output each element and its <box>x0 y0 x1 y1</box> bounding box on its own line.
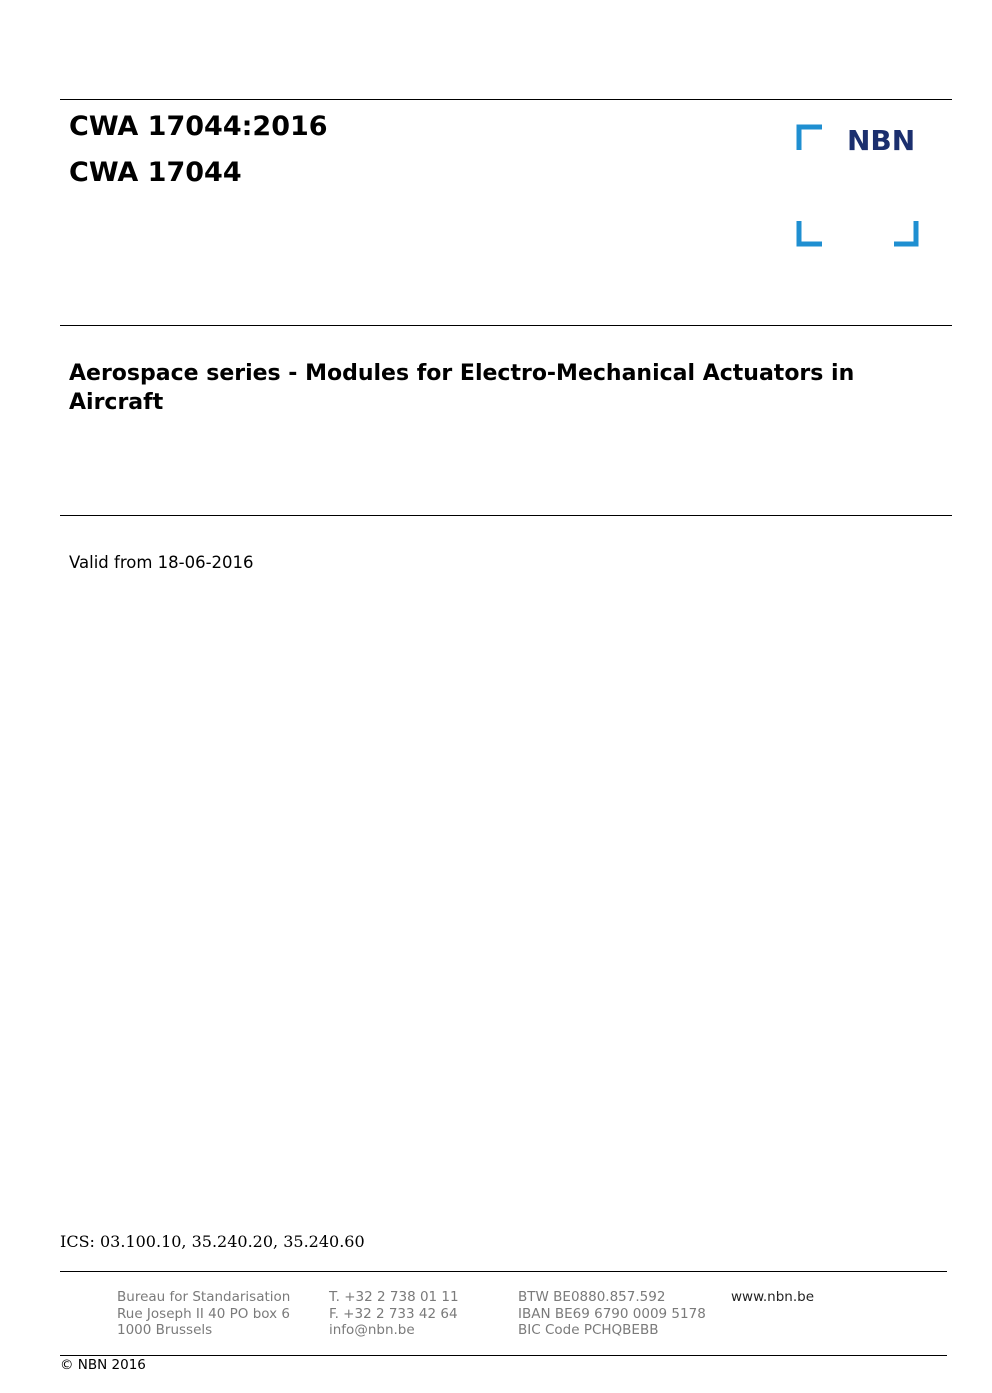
rule-below-title <box>60 515 952 516</box>
top-rule <box>60 99 952 100</box>
standard-code-primary: CWA 17044:2016 <box>69 111 328 142</box>
footer-bottom-rule <box>60 1355 947 1356</box>
website-link[interactable]: www.nbn.be <box>731 1289 815 1305</box>
nbn-logo-graphic <box>796 124 922 248</box>
footer-bank <box>518 1289 706 1339</box>
logo-bracket-bottom-left <box>799 221 822 244</box>
footer-address <box>117 1289 290 1339</box>
iban: IBAN BE69 6790 0009 5178 <box>518 1305 706 1322</box>
rule-below-header <box>60 325 952 326</box>
logo-text: NBN <box>847 124 916 157</box>
logo-bracket-top-left <box>799 127 822 150</box>
address-line: 1000 Brussels <box>117 1322 213 1338</box>
copyright: © NBN 2016 <box>60 1357 146 1373</box>
bic-code: BIC Code PCHQBEBB <box>518 1322 659 1338</box>
nbn-logo <box>796 124 922 248</box>
document-title: Aerospace series - Modules for Electro-Mechanical Actuators in Aircraft <box>69 361 855 415</box>
standard-code-secondary: CWA 17044 <box>69 157 242 188</box>
address-line: Rue Joseph II 40 PO box 6 <box>117 1305 290 1322</box>
footer-top-rule <box>60 1271 947 1272</box>
logo-bracket-bottom-right <box>894 221 916 244</box>
email-link[interactable]: info@nbn.be <box>329 1322 415 1338</box>
phone-number: T. +32 2 738 01 11 <box>329 1289 459 1305</box>
footer-website <box>731 1289 814 1306</box>
valid-from: Valid from 18-06-2016 <box>69 553 254 572</box>
vat-number: BTW BE0880.857.592 <box>518 1289 666 1305</box>
ics-codes: ICS: 03.100.10, 35.240.20, 35.240.60 <box>60 1232 365 1251</box>
fax-number: F. +32 2 733 42 64 <box>329 1305 458 1322</box>
address-line: Bureau for Standarisation <box>117 1289 291 1305</box>
footer-contact <box>329 1289 459 1339</box>
